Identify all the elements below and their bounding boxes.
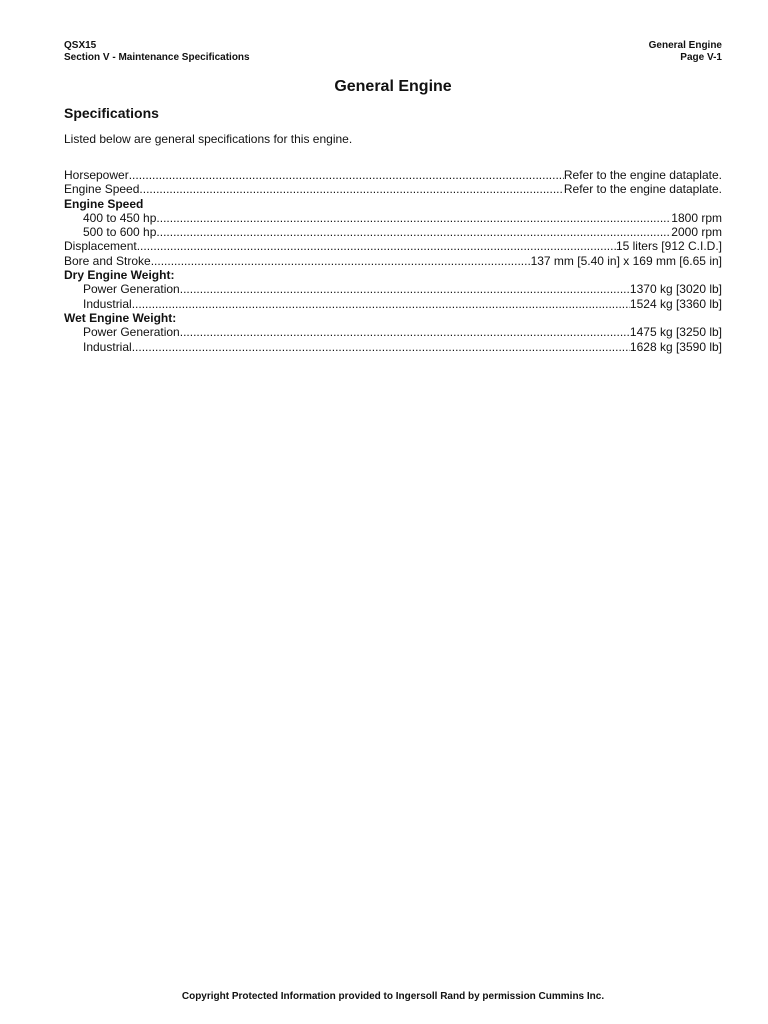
dot-leader xyxy=(151,254,531,268)
dot-leader xyxy=(139,182,563,196)
spec-label: Bore and Stroke xyxy=(64,253,151,268)
spec-row-speed-400-450 xyxy=(64,211,722,225)
spec-value: 15 liters [912 C.I.D.] xyxy=(615,239,722,254)
header-page-number: Page V-1 xyxy=(680,52,722,63)
section-heading: Specifications xyxy=(64,105,159,121)
spec-label: Power Generation xyxy=(83,282,180,297)
spec-row-horsepower xyxy=(64,168,722,182)
copyright-footer: Copyright Protected Information provided to Ingersoll Rand by permission Cummins Inc. xyxy=(181,991,605,1002)
header-section: Section V - Maintenance Specifications xyxy=(64,52,250,63)
spec-value: 1800 rpm xyxy=(671,210,722,225)
spec-group-heading-dry-weight: Dry Engine Weight: xyxy=(64,268,175,283)
page-title: General Engine xyxy=(334,78,452,95)
spec-value: 137 mm [5.40 in] x 169 mm [6.65 in] xyxy=(530,253,722,268)
spec-label: 500 to 600 hp xyxy=(83,225,157,240)
spec-label: Engine Speed xyxy=(64,182,140,197)
header-right xyxy=(649,40,722,64)
spec-value: Refer to the engine dataplate. xyxy=(563,168,722,182)
spec-row-wet-power-generation xyxy=(64,325,722,339)
spec-label: 400 to 450 hp xyxy=(83,210,157,225)
spec-label: Industrial xyxy=(83,339,132,354)
spec-value: 2000 rpm xyxy=(671,225,722,240)
spec-value: 1475 kg [3250 lb] xyxy=(629,325,722,340)
spec-row-speed-500-600 xyxy=(64,225,722,239)
dot-leader xyxy=(156,211,671,225)
spec-row-wet-industrial xyxy=(64,340,722,354)
spec-row-displacement xyxy=(64,239,722,253)
intro-text: Listed below are general specifications for this engine. xyxy=(64,132,353,146)
spec-row-dry-power-generation xyxy=(64,282,722,296)
spec-value: 1628 kg [3590 lb] xyxy=(629,339,722,354)
dot-leader xyxy=(180,282,630,296)
spec-group-heading-engine-speed: Engine Speed xyxy=(64,196,144,211)
spec-row-dry-industrial xyxy=(64,297,722,311)
spec-list xyxy=(64,168,722,354)
spec-value: Refer to the engine dataplate. xyxy=(563,182,722,197)
header-left xyxy=(64,40,250,64)
spec-label: Displacement xyxy=(64,239,137,254)
page-header xyxy=(64,40,722,64)
spec-row-bore-stroke xyxy=(64,254,722,268)
dot-leader xyxy=(132,297,630,311)
spec-label: Power Generation xyxy=(83,325,180,340)
spec-row-engine-speed xyxy=(64,182,722,196)
dot-leader xyxy=(137,239,616,253)
spec-value: 1370 kg [3020 lb] xyxy=(629,282,722,297)
dot-leader xyxy=(132,340,630,354)
header-model: QSX15 xyxy=(64,40,97,51)
spec-label: Horsepower xyxy=(64,168,129,182)
spec-value: 1524 kg [3360 lb] xyxy=(629,296,722,311)
header-chapter: General Engine xyxy=(648,40,722,51)
dot-leader xyxy=(129,168,564,182)
dot-leader xyxy=(156,225,671,239)
dot-leader xyxy=(180,325,630,339)
spec-label: Industrial xyxy=(83,296,132,311)
spec-group-heading-wet-weight: Wet Engine Weight: xyxy=(64,310,177,325)
